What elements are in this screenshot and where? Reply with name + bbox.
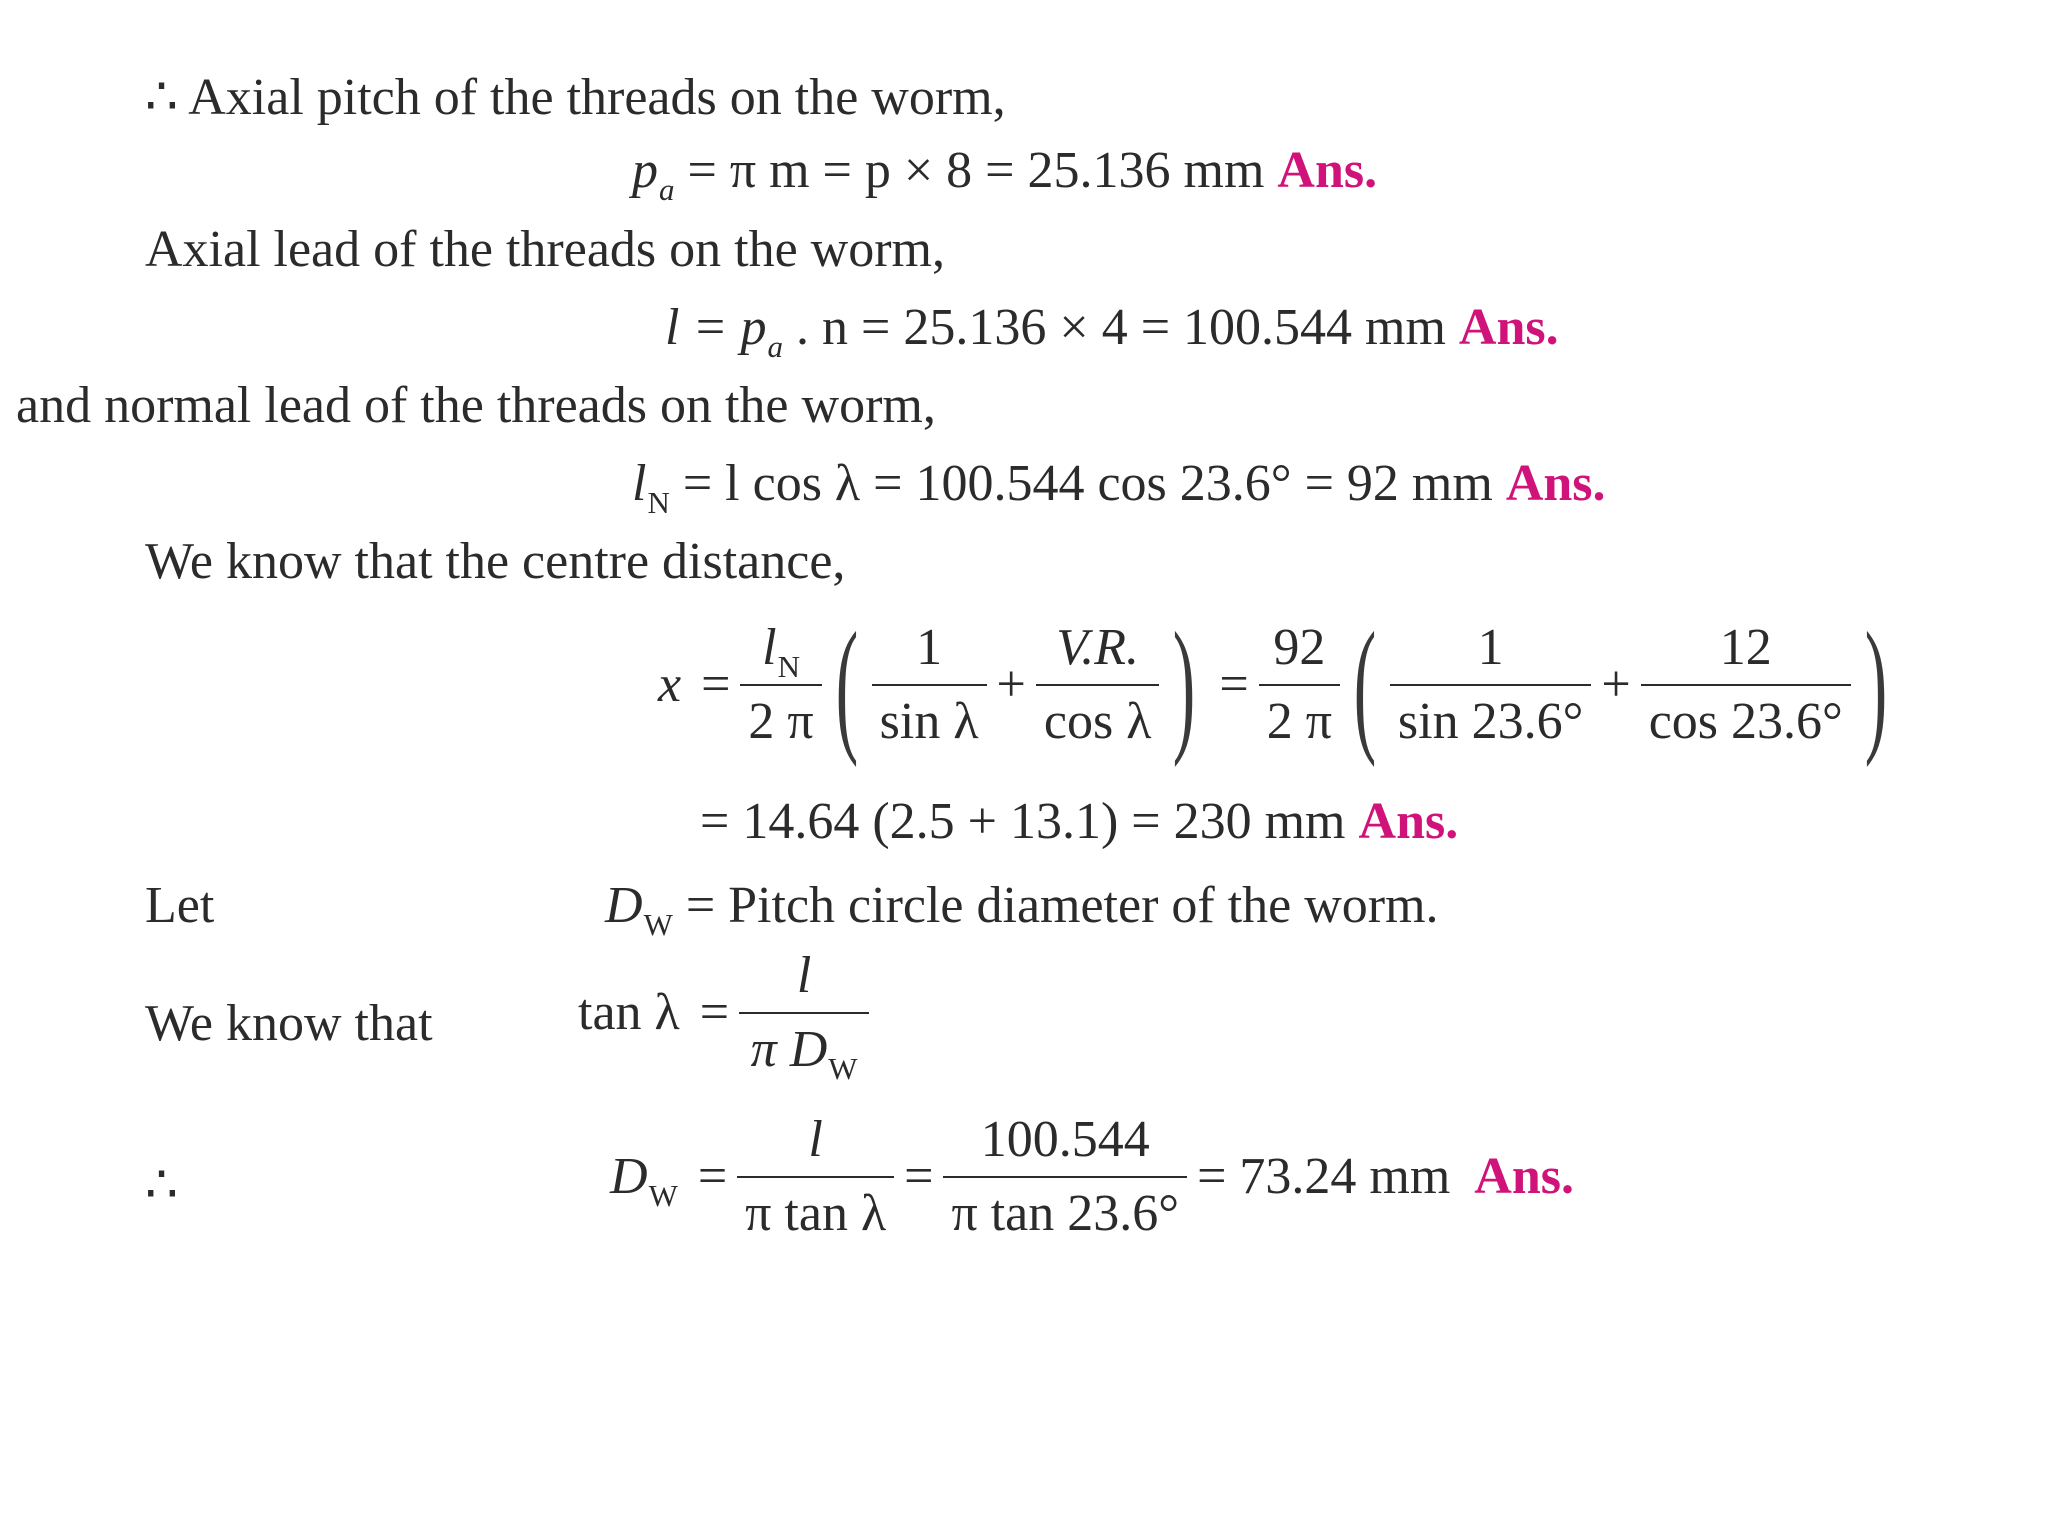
pa-subscript: a <box>767 329 784 364</box>
let-label: Let <box>145 877 215 934</box>
equals-sign: = <box>701 656 731 713</box>
ln-symbol: l <box>632 455 647 512</box>
fraction-1-over-sin-23-6 <box>1390 619 1591 750</box>
dw-subscript: W <box>648 1178 678 1213</box>
dw-symbol: D <box>605 877 643 934</box>
axial-lead-intro: Axial lead of the threads on the worm, <box>145 221 945 278</box>
fraction-numerator: l <box>737 1114 894 1178</box>
normal-lead-equation <box>632 455 1606 520</box>
fraction-denominator: 2 π <box>748 693 814 750</box>
axial-lead-rhs-a: = p <box>692 299 767 356</box>
fraction-numerator: 100.544 <box>943 1114 1187 1178</box>
fraction-numerator: 1 <box>1390 622 1591 686</box>
centre-distance-rhs: = 14.64 (2.5 + 13.1) = 230 mm <box>700 793 1346 850</box>
pa-symbol: p <box>632 142 658 199</box>
fraction-numerator: l <box>739 950 869 1014</box>
equals-sign: = <box>699 984 730 1041</box>
fraction-numerator: 1 <box>872 622 987 686</box>
fraction-92-over-2pi <box>1259 619 1340 750</box>
tan-lambda-equation <box>568 947 869 1086</box>
right-paren: ) <box>1864 602 1888 768</box>
pa-subscript: a <box>659 172 675 207</box>
ln-subscript: N <box>647 485 670 520</box>
centre-distance-intro: We know that the centre distance, <box>145 533 846 590</box>
fraction-numerator: 12 <box>1641 622 1851 686</box>
fraction-denominator: cos 23.6° <box>1648 693 1843 750</box>
plus-sign: + <box>996 656 1026 713</box>
fraction-denominator: sin λ <box>879 693 979 750</box>
answer-label: Ans. <box>1505 455 1606 512</box>
fraction-ln-over-2pi <box>740 619 821 750</box>
pitch-circle-definition <box>605 877 1439 942</box>
left-paren: ( <box>835 602 858 768</box>
equals-sign: = <box>1219 656 1249 713</box>
axial-pitch-intro <box>145 69 1006 126</box>
dw-symbol: D <box>610 1148 648 1205</box>
fraction-numerator: V.R. <box>1036 622 1160 686</box>
dw-subscript: W <box>643 907 673 942</box>
lead-symbol: l <box>665 299 680 356</box>
x-symbol: x <box>658 656 682 713</box>
normal-lead-rhs: = l cos λ = 100.544 cos 23.6° = 92 mm <box>682 455 1493 512</box>
fraction-denominator: π D <box>750 1021 828 1078</box>
answer-label: Ans. <box>1458 299 1559 356</box>
equals-sign: = <box>697 1148 728 1205</box>
axial-pitch-text: Axial pitch of the threads on the worm, <box>188 69 1006 126</box>
ln-symbol: l <box>762 619 777 676</box>
therefore-symbol: ∴ <box>145 1157 179 1214</box>
axial-pitch-equation <box>632 142 1378 207</box>
axial-lead-equation <box>665 299 1559 364</box>
left-paren: ( <box>1353 602 1377 768</box>
answer-label: Ans. <box>1277 142 1378 199</box>
we-know-that-label: We know that <box>145 995 433 1052</box>
axial-pitch-rhs: = π m = p × 8 = 25.136 mm <box>687 142 1265 199</box>
fraction-denominator: π tan 23.6° <box>951 1185 1180 1242</box>
centre-distance-result <box>700 793 1459 850</box>
fraction-l-over-pi-tan <box>737 1111 894 1242</box>
normal-lead-intro: and normal lead of the threads on the worm, <box>16 377 936 434</box>
ln-subscript: N <box>777 649 800 684</box>
fraction-denominator: 2 π <box>1266 693 1332 750</box>
therefore-symbol: ∴ <box>145 69 179 126</box>
answer-label: Ans. <box>1474 1148 1575 1205</box>
plus-sign: + <box>1601 656 1631 713</box>
fraction-12-over-cos-23-6 <box>1641 619 1851 750</box>
fraction-l-over-pi-dw <box>739 947 869 1086</box>
answer-label: Ans. <box>1358 793 1459 850</box>
pitch-circle-text: = Pitch circle diameter of the worm. <box>685 877 1439 934</box>
axial-lead-rhs-b: . n = 25.136 × 4 = 100.544 mm <box>796 299 1446 356</box>
tan-lambda: tan λ <box>578 984 680 1041</box>
fraction-1-over-sin <box>872 619 987 750</box>
fraction-numerator: 92 <box>1259 622 1340 686</box>
right-paren: ) <box>1173 602 1196 768</box>
centre-distance-equation <box>648 602 1901 768</box>
fraction-100544-over-pi-tan <box>943 1111 1187 1242</box>
fraction-denominator: sin 23.6° <box>1397 693 1584 750</box>
fraction-denominator: cos λ <box>1043 693 1152 750</box>
dw-equation <box>600 1111 1584 1242</box>
fraction-denominator: π tan λ <box>745 1185 887 1242</box>
equals-sign: = <box>904 1148 934 1205</box>
dw-subscript: W <box>828 1051 858 1086</box>
dw-result: = 73.24 mm <box>1197 1148 1451 1205</box>
fraction-vr-over-cos <box>1036 619 1160 750</box>
